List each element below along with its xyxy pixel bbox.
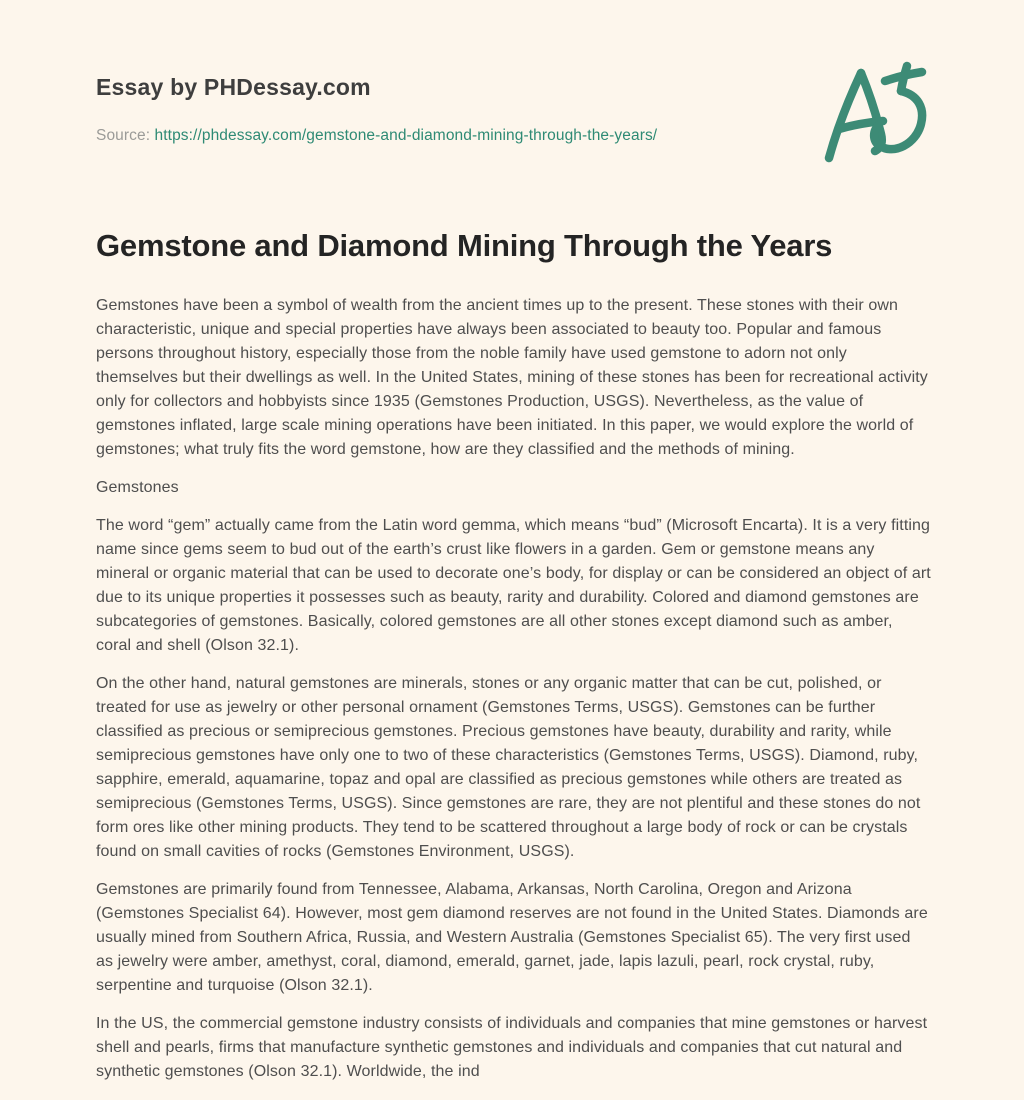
a-plus-logo-icon xyxy=(818,60,930,166)
essay-body xyxy=(96,294,930,1084)
header xyxy=(96,64,930,166)
byline: Essay by PHDessay.com xyxy=(96,74,371,100)
essay-paragraph-6-truncated: In the US, the commercial gemstone industry consists of individuals and companies that mine gemstones or harvest shell and pearls, firms that manufacture synthetic gemstones and individuals and companies that cut natural and synthetic gemstones (Olson 32.1). Worldwide, the ind xyxy=(96,1015,928,1080)
essay-paragraph-5: Gemstones are primarily found from Tennessee, Alabama, Arkansas, North Carolina, Oregon and Arizona (Gemstones Specialist 64). However, most gem diamond reserves are not found in the United States. Diamonds are usually mined from Southern Africa, Russia, and Western Australia (Gemstones Specialist 65). The very first used as jewelry were amber, amethyst, coral, diamond, emerald, garnet, jade, lapis lazuli, pearl, rock crystal, ruby, serpentine and turquoise (Olson 32.1). xyxy=(96,881,928,994)
essay-paragraph-4: On the other hand, natural gemstones are minerals, stones or any organic matter that can be cut, polished, or treated for use as jewelry or other personal ornament (Gemstones Terms, USGS). Gemstones can be further classified as precious or semiprecious gemstones. Precious gemstones have beauty, durability and rarity, while semiprecious gemstones have only one to two of these characteristics (Gemstones Terms, USGS). Diamond, ruby, sapphire, emerald, aquamarine, topaz and opal are classified as precious gemstones while others are treated as semiprecious (Gemstones Terms, USGS). Since gemstones are rare, they are not plentiful and these stones do not form ores like other mining products. They tend to be scattered throughout a large body of rock or can be crystals found on small cavities of rocks (Gemstones Environment, USGS). xyxy=(96,675,921,860)
source-label: Source: xyxy=(96,127,151,144)
source-link[interactable]: https://phdessay.com/gemstone-and-diamond-mining-through-the-years/ xyxy=(154,127,658,144)
essay-paragraph-1: Gemstones have been a symbol of wealth from the ancient times up to the present. These stones with their own characteristic, unique and special properties have always been associated to beauty too. Popular and famous persons throughout history, especially those from the noble family have used gemstone to adorn not only themselves but their dwellings as well. In the United States, mining of these stones has been for recreational activity only for collectors and hobbyists since 1935 (Gemstones Production, USGS). Nevertheless, as the value of gemstones inflated, large scale mining operations have been initiated. In this paper, we would explore the world of gemstones; what truly fits the word gemstone, how are they classified and the methods of mining. xyxy=(96,297,928,458)
page-title: Gemstone and Diamond Mining Through the Years xyxy=(96,228,833,263)
source-row xyxy=(96,127,657,145)
header-text-block xyxy=(96,64,657,145)
essay-paragraph-2-gemstones-heading: Gemstones xyxy=(96,479,179,496)
essay-paragraph-3: The word “gem” actually came from the Latin word gemma, which means “bud” (Microsoft Encarta). It is a very fitting name since gems seem to bud out of the earth’s crust like flowers in a garden. Gem or gemstone means any mineral or organic material that can be used to decorate one’s body, for display or can be considered an object of art due to its unique properties it possesses such as beauty, rarity and durability. Colored and diamond gemstones are subcategories of gemstones. Basically, colored gemstones are all other stones except diamond such as amber, coral and shell (Olson 32.1). xyxy=(96,517,931,654)
